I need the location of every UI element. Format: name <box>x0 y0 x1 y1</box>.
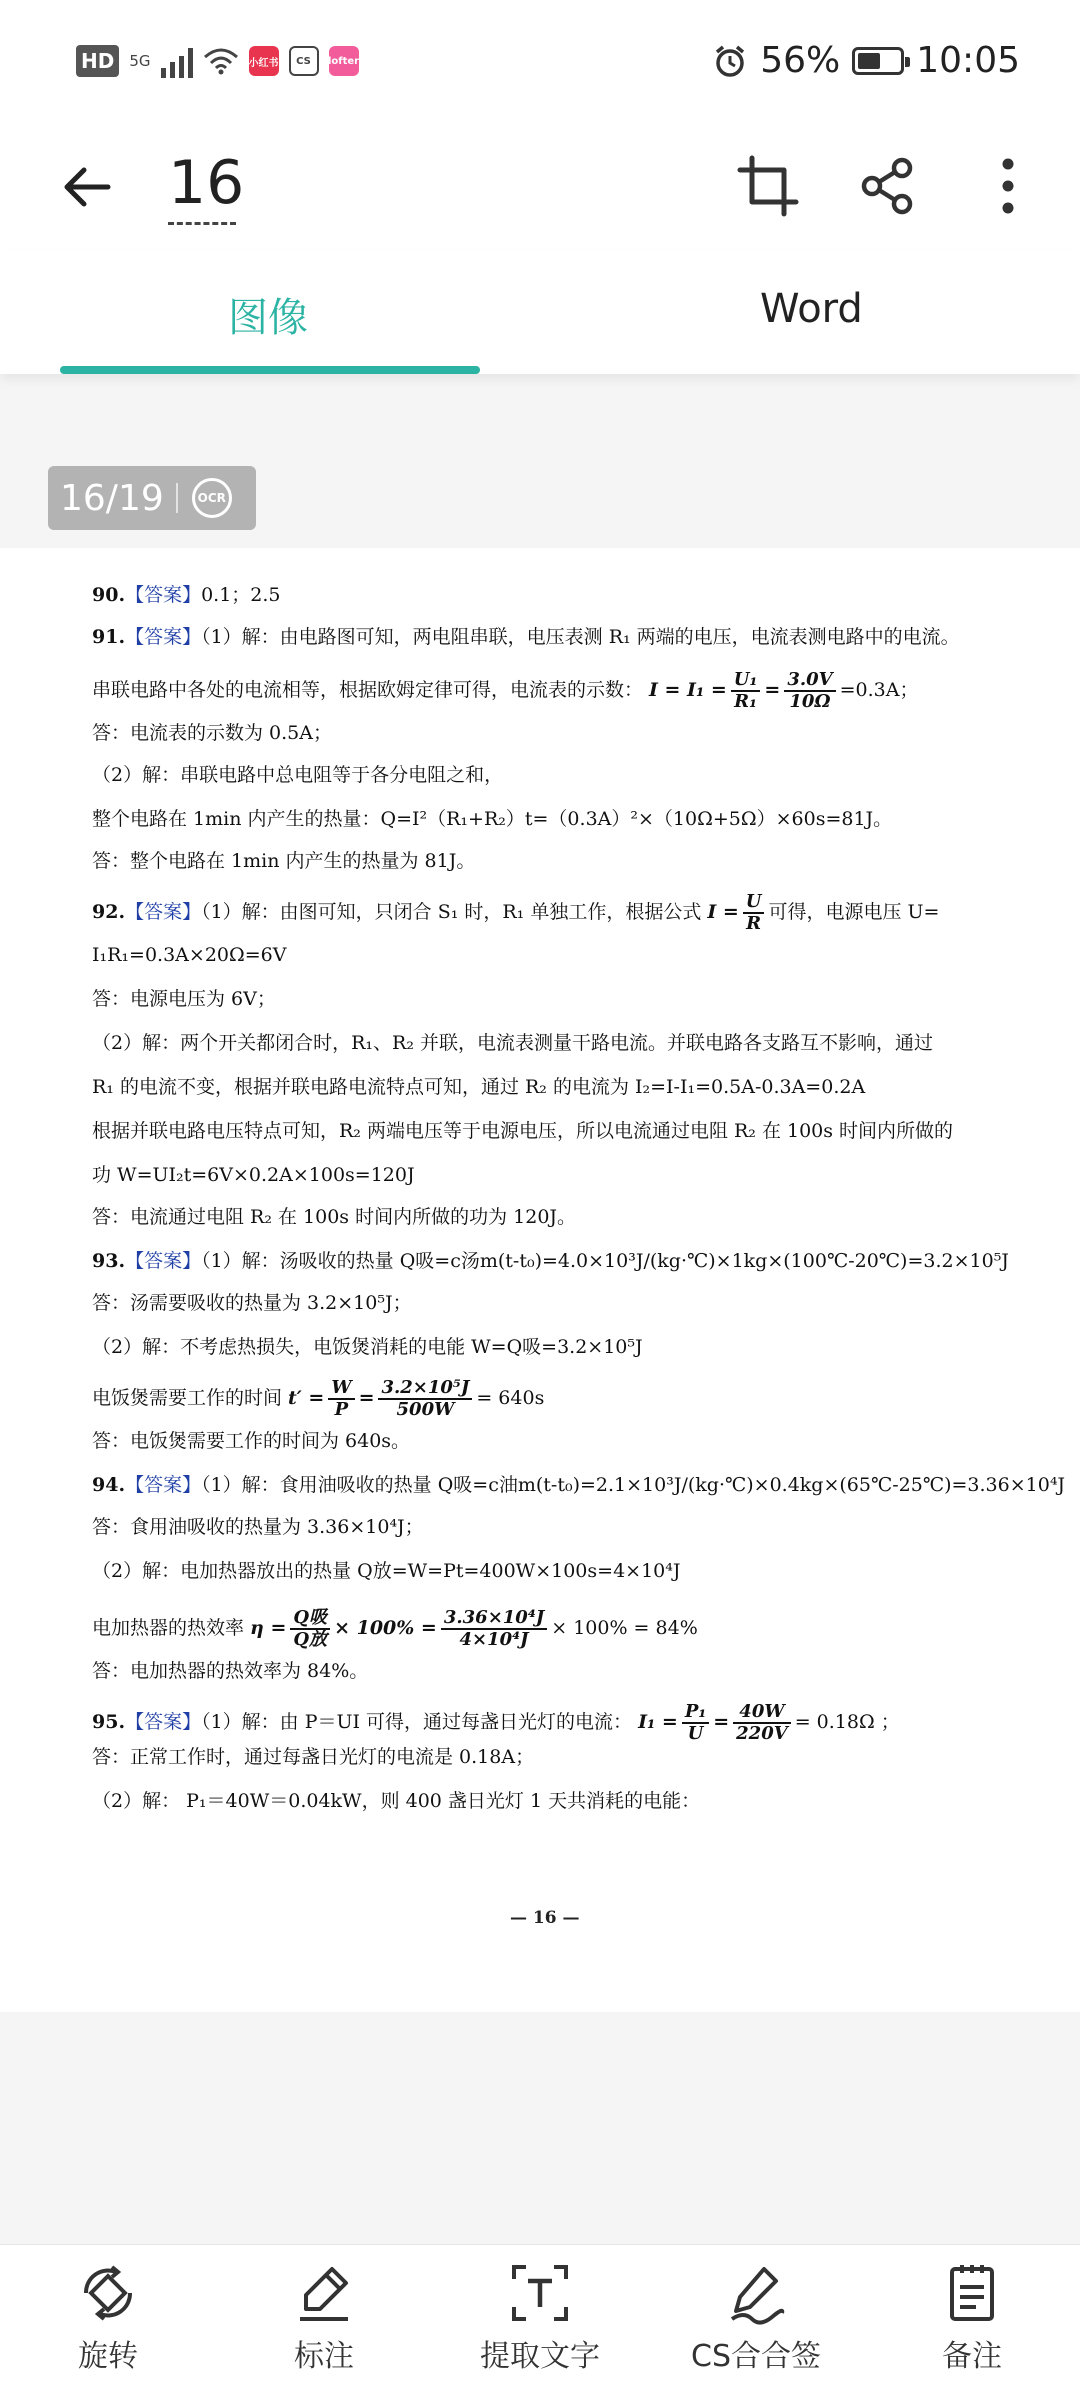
document-text-line <box>92 1290 412 1316</box>
status-right <box>712 40 1020 81</box>
document-text-line <box>92 582 281 608</box>
document-text-line <box>92 1658 368 1684</box>
line-text: （2）解：电加热器放出的热量 Q放=W=Pt=400W×100s=4×10⁴J <box>92 1560 681 1582</box>
line-text: 串联电路中各处的电流相等，根据欧姆定律可得，电流表的示数： <box>92 679 644 701</box>
active-tab-indicator <box>60 366 480 374</box>
formula-text: I = <box>707 901 739 923</box>
fraction-denominator: U <box>687 1723 704 1744</box>
line-text: I₁R₁=0.3A×20Ω=6V <box>92 944 287 966</box>
fraction <box>441 1608 547 1650</box>
formula-tail: × 100% = 84% <box>551 1617 698 1639</box>
formula-tail: 可得，电源电压 U= <box>768 901 940 923</box>
top-toolbar <box>0 130 1080 250</box>
document-title[interactable]: 16 <box>168 148 245 218</box>
line-text: 电加热器的热效率 <box>92 1617 245 1639</box>
line-text: 答：整个电路在 1min 内产生的热量为 81J。 <box>92 850 476 872</box>
line-text: （1）解：由电路图可知，两电阻串联，电压表测 R₁ 两端的电压，电流表测电路中的电流。 <box>201 626 960 648</box>
document-text-line <box>92 1248 1009 1274</box>
document-text-line <box>92 1472 1065 1498</box>
app-notification-icon: CS <box>289 46 319 76</box>
fraction-numerator: Q吸 <box>290 1608 330 1630</box>
document-text-line <box>92 1030 933 1056</box>
signature-icon <box>724 2261 788 2325</box>
page-footer-number: — 16 — <box>510 1908 580 1928</box>
fraction-denominator: Q放 <box>293 1629 328 1650</box>
more-icon[interactable] <box>976 154 1040 218</box>
fraction <box>784 670 835 712</box>
battery-icon <box>852 47 904 75</box>
badge-divider <box>176 483 178 513</box>
notes-button[interactable]: 备注 <box>892 2261 1052 2375</box>
line-text: 答：电流通过电阻 R₂ 在 100s 时间内所做的功为 120J。 <box>92 1206 577 1228</box>
clock: 10:05 <box>916 40 1020 81</box>
crop-icon[interactable] <box>736 154 800 218</box>
formula-operator: × 100% = <box>334 1617 437 1639</box>
answer-tag: 【答案】 <box>125 1250 202 1272</box>
formula-text: t′ = <box>288 1387 325 1409</box>
signal-icon <box>161 44 193 78</box>
line-text: 电饭煲需要工作的时间 <box>92 1387 283 1409</box>
fraction-denominator: 4×10⁴J <box>459 1629 529 1650</box>
notes-icon <box>940 2261 1004 2325</box>
battery-percent: 56% <box>760 40 841 81</box>
document-text-line <box>92 1428 410 1454</box>
document-text-line <box>92 1788 700 1814</box>
fraction-denominator: 500W <box>396 1399 455 1420</box>
back-arrow-icon[interactable] <box>60 160 114 214</box>
view-tabs <box>0 250 1080 374</box>
fraction <box>731 670 761 712</box>
question-number: 90. <box>92 584 126 606</box>
line-text: （2）解：串联电路中总电阻等于各分电阻之和， <box>92 764 504 786</box>
hd-badge: HD <box>76 45 119 77</box>
document-text-line <box>92 762 503 788</box>
formula-text: η = <box>250 1617 287 1639</box>
annotate-button[interactable]: 标注 <box>244 2261 404 2375</box>
document-text-line <box>92 1074 865 1100</box>
annotate-pen-icon <box>292 2261 356 2325</box>
tab-image[interactable]: 图像 <box>228 295 308 341</box>
formula-tail: = 0.18Ω ； <box>794 1711 900 1733</box>
share-icon[interactable] <box>856 154 920 218</box>
status-left <box>76 44 359 78</box>
document-text-line <box>92 848 475 874</box>
tab-word[interactable]: Word <box>760 286 863 332</box>
document-text-line <box>92 1514 424 1540</box>
line-text: 答：正常工作时，通过每盏日光灯的电流是 0.18A； <box>92 1746 535 1768</box>
extract-text-button[interactable]: 提取文字 <box>460 2261 620 2375</box>
answer-tag: 【答案】 <box>125 584 202 606</box>
fraction-denominator: 10Ω <box>789 691 831 712</box>
line-text: 0.1；2.5 <box>201 584 281 606</box>
document-text-line <box>92 806 892 832</box>
document-text-line <box>92 1744 534 1770</box>
fraction <box>743 892 765 934</box>
line-text: 答：电流表的示数为 0.5A； <box>92 722 332 744</box>
formula-tail: =0.3A； <box>839 679 919 701</box>
bottom-action-bar <box>0 2244 1080 2389</box>
line-text: （2）解：不考虑热损失，电饭煲消耗的电能 W=Q吸=3.2×10⁵J <box>92 1336 643 1358</box>
rotate-button[interactable]: 旋转 <box>28 2261 188 2375</box>
answer-tag: 【答案】 <box>125 901 202 923</box>
app-notification-icon: 小红书 <box>249 46 279 76</box>
formula-operator: = <box>713 1711 730 1733</box>
fraction-denominator: R₁ <box>734 691 758 712</box>
formula-tail: = 640s <box>476 1387 545 1409</box>
line-text: （1）解：食用油吸收的热量 Q吸=c油m(t-t₀)=2.1×10³J/(kg·℃)×0.4kg×(65℃-25℃)=3.36×10⁴J <box>201 1474 1066 1496</box>
rotate-icon <box>76 2261 140 2325</box>
line-text: 答：电源电压为 6V； <box>92 988 276 1010</box>
fraction-numerator: U₁ <box>731 670 761 692</box>
formula-text: I₁ = <box>638 1711 678 1733</box>
document-text-line <box>92 670 918 712</box>
line-text: 功 W=UI₂t=6V×0.2A×100s=120J <box>92 1164 415 1186</box>
line-text: （2）解： P₁＝40W＝0.04kW，则 400 盏日光灯 1 天共消耗的电能： <box>92 1790 701 1812</box>
document-text-line <box>92 720 332 746</box>
document-text-line <box>92 942 286 968</box>
answer-tag: 【答案】 <box>125 1711 202 1733</box>
status-bar <box>0 0 1080 130</box>
fraction <box>378 1378 472 1420</box>
fraction-denominator: R <box>746 913 762 934</box>
question-number: 93. <box>92 1250 126 1272</box>
fraction-numerator: 3.2×10⁵J <box>378 1378 472 1400</box>
answer-tag: 【答案】 <box>125 1474 202 1496</box>
fraction-numerator: 40W <box>733 1702 791 1724</box>
fraction-numerator: P₁ <box>682 1702 709 1724</box>
line-text: R₁ 的电流不变，根据并联电路电流特点可知，通过 R₂ 的电流为 I₂=I-I₁=0.5A-0.3A=0.2A <box>92 1076 866 1098</box>
alarm-icon <box>712 43 748 79</box>
line-text: 答：食用油吸收的热量为 3.36×10⁴J； <box>92 1516 424 1538</box>
line-text: （2）解：两个开关都闭合时，R₁、R₂ 并联，电流表测量干路电流。并联电路各支路互不影响，通过 <box>92 1032 933 1054</box>
fraction-numerator: W <box>328 1378 354 1400</box>
fraction <box>733 1702 791 1744</box>
question-number: 94. <box>92 1474 126 1496</box>
document-text-line <box>92 1334 643 1360</box>
line-text: 答：电加热器的热效率为 84%。 <box>92 1660 369 1682</box>
document-text-line <box>92 1378 544 1420</box>
answer-tag: 【答案】 <box>125 626 202 648</box>
document-text-line <box>92 1558 680 1584</box>
line-text: （1）解：汤吸收的热量 Q吸=c汤m(t-t₀)=4.0×10³J/(kg·℃)×1kg×(100℃-20℃)=3.2×10⁵J <box>201 1250 1009 1272</box>
fraction <box>290 1608 330 1650</box>
page-indicator-badge[interactable] <box>48 466 256 530</box>
fraction-numerator: U <box>743 892 765 914</box>
title-edit-underline <box>168 222 236 225</box>
line-text: 整个电路在 1min 内产生的热量：Q=I²（R₁+R₂）t=（0.3A）²×（10Ω+5Ω）×60s=81J。 <box>92 808 893 830</box>
formula-operator: = <box>764 679 781 701</box>
question-number: 95. <box>92 1711 126 1733</box>
document-text-line <box>92 1702 900 1744</box>
document-text-line <box>92 1608 698 1650</box>
fraction <box>682 1702 709 1744</box>
fraction-numerator: 3.36×10⁴J <box>441 1608 547 1630</box>
fraction-denominator: P <box>334 1399 349 1420</box>
page-counter: 16/19 <box>60 477 164 519</box>
document-text-line <box>92 1118 953 1144</box>
wifi-icon <box>203 47 239 75</box>
document-page-image <box>0 548 1080 2012</box>
app-notification-icon: lofter <box>329 46 359 76</box>
line-text: （1）解：由图可知，只闭合 S₁ 时，R₁ 单独工作，根据公式 <box>201 901 702 923</box>
line-text: （1）解：由 P＝UI 可得，通过每盏日光灯的电流： <box>201 1711 633 1733</box>
network-type: 5G <box>129 52 151 70</box>
question-number: 91. <box>92 626 126 648</box>
document-text-line <box>92 1162 415 1188</box>
line-text: 根据并联电路电压特点可知，R₂ 两端电压等于电源电压，所以电流通过电阻 R₂ 在 100s 时间内所做的 <box>92 1120 954 1142</box>
document-text-line <box>92 1204 576 1230</box>
line-text: 答：汤需要吸收的热量为 3.2×10⁵J； <box>92 1292 412 1314</box>
document-text-line <box>92 986 276 1012</box>
document-text-line <box>92 892 939 934</box>
fraction-denominator: 220V <box>736 1723 788 1744</box>
question-number: 92. <box>92 901 126 923</box>
extract-text-icon <box>508 2261 572 2325</box>
formula-operator: = <box>358 1387 375 1409</box>
document-text-line <box>92 624 960 650</box>
line-text: 答：电饭煲需要工作的时间为 640s。 <box>92 1430 411 1452</box>
ocr-icon[interactable]: OCR <box>192 478 232 518</box>
fraction <box>328 1378 354 1420</box>
fraction-numerator: 3.0V <box>784 670 835 692</box>
formula-text: I = I₁ = <box>649 679 727 701</box>
signature-button[interactable]: CS合合签 <box>676 2261 836 2375</box>
